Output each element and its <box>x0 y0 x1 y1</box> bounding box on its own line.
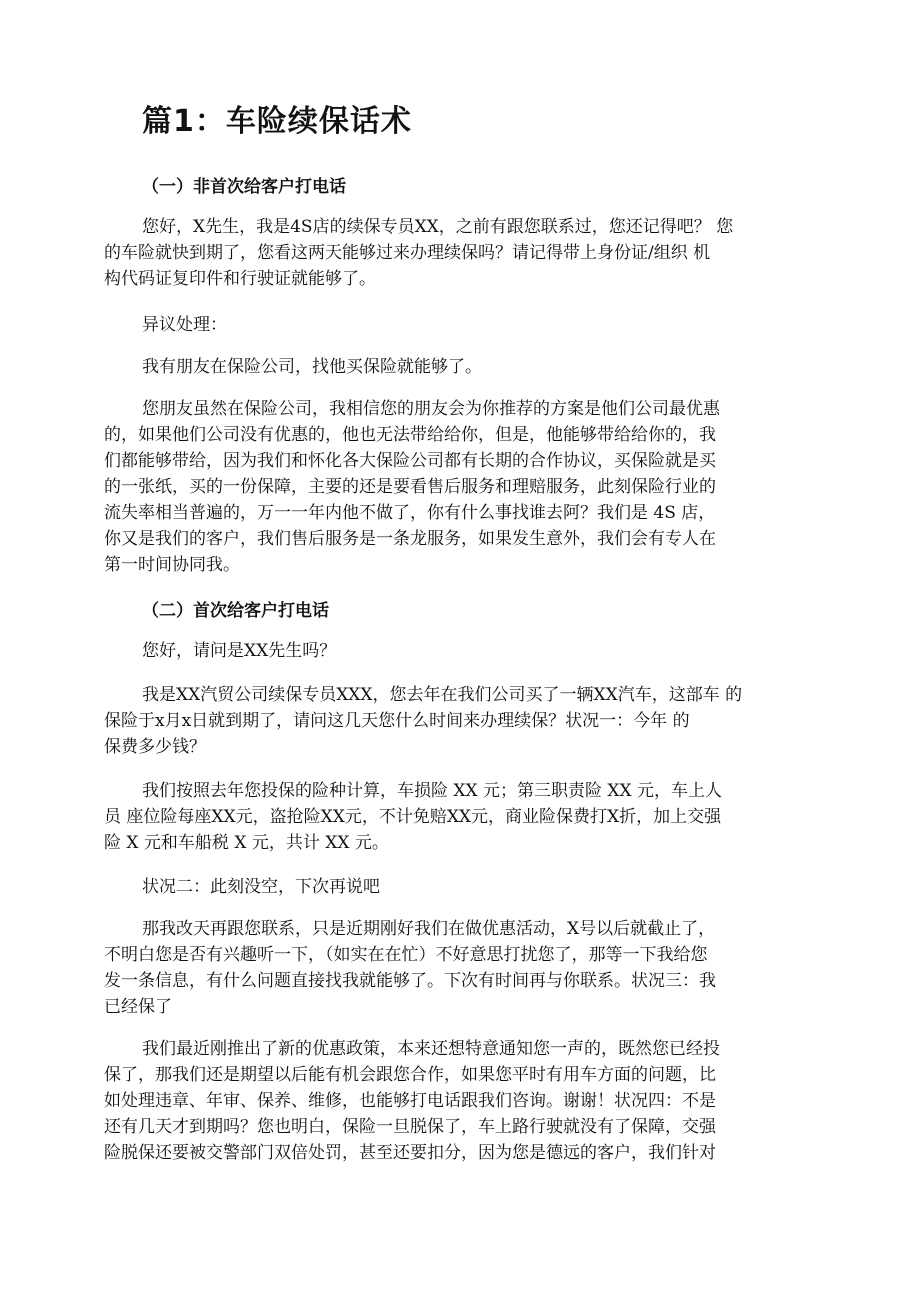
text-line: 您好，请问是XX先生吗？ <box>142 641 337 661</box>
paragraph-status-two <box>104 874 819 900</box>
text-line: 构代码证复印件和行驶证就能够了。 <box>104 269 376 289</box>
paragraph-introduction <box>104 682 819 760</box>
text-line: 保费多少钱？ <box>104 737 206 757</box>
text-line: 员 座位险每座XX元，盗抢险XX元，不计免赔XX元，商业险保费打X折，加上交强 <box>104 807 722 827</box>
text-line: 第一时间协同我。 <box>104 555 240 575</box>
text-line: 流失率相当普遍的，万一一年内他不做了，你有什么事找谁去阿？我们是 4S 店， <box>104 503 716 523</box>
paragraph-first-greeting <box>104 638 819 664</box>
text-line: 我是XX汽贸公司续保专员XXX，您去年在我们公司买了一辆XX汽车，这部车 的 <box>142 685 743 705</box>
text-line: 您朋友虽然在保险公司，我相信您的朋友会为你推荐的方案是他们公司最优惠 <box>142 399 720 419</box>
text-line: 我们最近刚推出了新的优惠政策，本来还想特意通知您一声的，既然您已经投 <box>142 1039 720 1059</box>
text-line: 那我改天再跟您联系，只是近期刚好我们在做优惠活动，X号以后就截止了， <box>142 919 716 939</box>
text-line: 险 X 元和车船税 X 元，共计 XX 元。 <box>104 833 389 853</box>
text-line: 的车险就快到期了，您看这两天能够过来办理续保吗？请记得带上身份证/组织 机 <box>104 243 711 263</box>
paragraph-already-insured <box>104 1036 819 1166</box>
paragraph-greeting-renewal <box>104 214 819 292</box>
section-heading-first-call: （二）首次给客户打电话 <box>142 601 329 621</box>
text-line: 状况二：此刻没空，下次再说吧 <box>142 877 380 897</box>
text-line: 险脱保还要被交警部门双倍处罚，甚至还要扣分，因为您是德远的客户，我们针对 <box>104 1143 716 1163</box>
text-line: 异议处理： <box>142 315 227 335</box>
text-line: 我们按照去年您投保的险种计算，车损险 XX 元；第三职责险 XX 元，车上人 <box>142 781 723 801</box>
paragraph-premium-breakdown <box>104 778 819 856</box>
text-line: 发一条信息，有什么问题直接找我就能够了。下次有时间再与你联系。状况三：我 <box>104 971 716 991</box>
text-line: 如处理违章、年审、保养、维修，也能够打电话跟我们咨询。谢谢！状况四：不是 <box>104 1091 716 1111</box>
objection-statement <box>104 354 819 380</box>
text-line: 你又是我们的客户，我们售后服务是一条龙服务，如果发生意外，我们会有专人在 <box>104 529 716 549</box>
text-line: 保了，那我们还是期望以后能有机会跟您合作，如果您平时有用车方面的问题，比 <box>104 1065 716 1085</box>
text-line: 的，如果他们公司没有优惠的，他也无法带给给你，但是，他能够带给给你的，我 <box>104 425 716 445</box>
paragraph-follow-up <box>104 916 819 1020</box>
text-line: 还有几天才到期吗？您也明白，保险一旦脱保了，车上路行驶就没有了保障，交强 <box>104 1117 716 1137</box>
text-line: 的一张纸，买的一份保障，主要的还是要看售后服务和理赔服务，此刻保险行业的 <box>104 477 716 497</box>
document-title: 篇1：车险续保话术 <box>142 104 412 139</box>
paragraph-objection-response <box>104 396 819 578</box>
text-line: 已经保了 <box>104 997 172 1017</box>
objection-label <box>104 312 819 338</box>
text-line: 不明白您是否有兴趣听一下，（如实在在忙）不好意思打扰您了，那等一下我给您 <box>104 945 708 965</box>
section-heading-non-first-call: （一）非首次给客户打电话 <box>142 177 346 197</box>
text-line: 保险于x月x日就到期了，请问这几天您什么时间来办理续保？状况一：今年 的 <box>104 711 690 731</box>
text-line: 们都能够带给，因为我们和怀化各大保险公司都有长期的合作协议，买保险就是买 <box>104 451 716 471</box>
text-line: 我有朋友在保险公司，找他买保险就能够了。 <box>142 357 482 377</box>
text-line: 您好，X先生，我是4S店的续保专员XX，之前有跟您联系过，您还记得吧？ 您 <box>142 217 734 237</box>
